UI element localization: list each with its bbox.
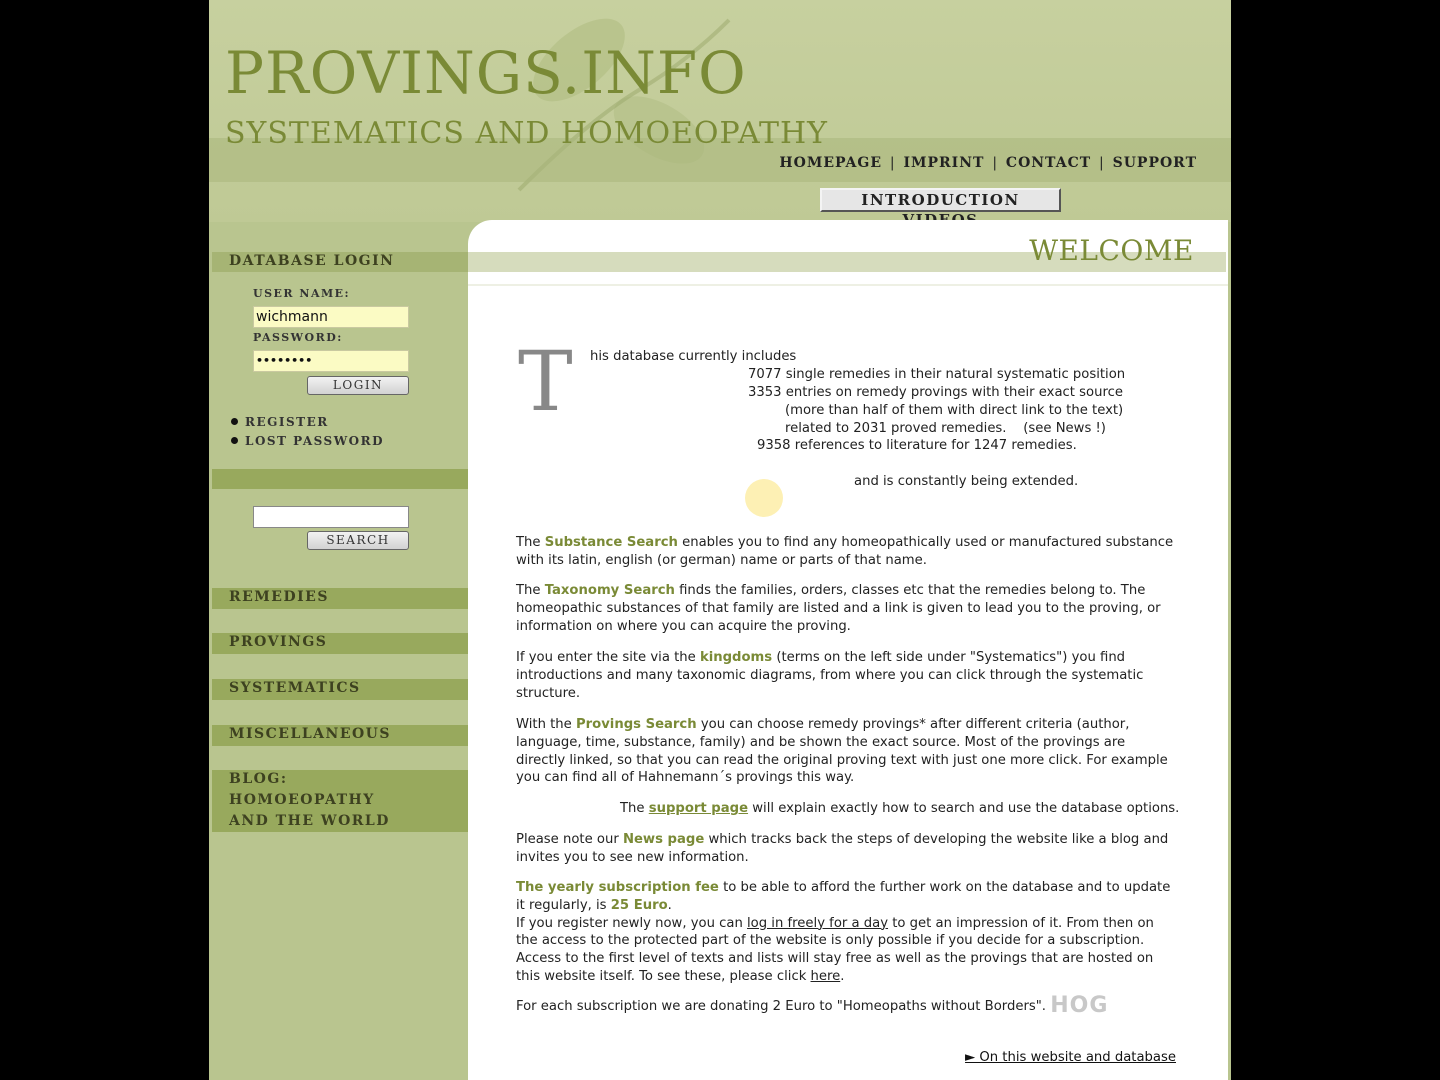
paragraph-donation — [516, 993, 1176, 1018]
text: The — [620, 801, 649, 816]
paragraph-subscription — [516, 879, 1176, 986]
intro-line: and is constantly being extended. — [854, 474, 1079, 489]
intro-line: 3353 entries on remedy provings with their exact source — [748, 385, 1123, 400]
sidebar — [209, 222, 468, 1080]
text: to get an impression of it. From then on the access to the protected part of the website is only possible if you decide for a subscription. Access to the first level of texts and lists will stay free as well as the provings that are hosted on this website itself. To see these, please click — [516, 915, 1154, 984]
menu-miscellaneous[interactable]: MISCELLANEOUS — [229, 726, 392, 742]
substance-search-link[interactable]: Substance Search — [544, 535, 678, 550]
header — [209, 0, 1231, 222]
text: Please note our — [516, 832, 623, 847]
text: finds the families, orders, classes etc that the remedies belong to. The homeopathic substances of that family are listed and a link is given to lead you to the proving, or information on where you can acquire the proving. — [516, 583, 1161, 634]
username-label: USER NAME: — [253, 287, 351, 300]
paragraph-news — [516, 831, 1176, 867]
text: If you enter the site via the — [516, 650, 700, 665]
nav-separator: | — [889, 155, 896, 171]
text: which tracks back the steps of developing the website like a blog and invites you to see new information. — [516, 832, 1169, 865]
paragraph-taxonomy-search — [516, 582, 1176, 635]
blog-line: BLOG: — [229, 771, 288, 787]
support-page-link[interactable]: support page — [648, 801, 749, 816]
sun-icon — [745, 479, 783, 517]
drop-cap: T — [518, 335, 573, 430]
register-label: REGISTER — [245, 415, 329, 429]
blog-line: HOMOEOPATHY — [229, 792, 375, 808]
here-link[interactable]: here — [810, 968, 841, 984]
kingdoms-link[interactable]: kingdoms — [699, 650, 773, 665]
nav-homepage[interactable]: HOMEPAGE — [779, 155, 882, 171]
lost-password-label: LOST PASSWORD — [245, 434, 385, 448]
intro-line: his database currently includes — [590, 349, 797, 364]
on-this-website-link[interactable]: ► On this website and database — [965, 1050, 1176, 1065]
menu-provings[interactable]: PROVINGS — [229, 634, 328, 650]
password-label: PASSWORD: — [253, 331, 343, 344]
blog-line: AND THE WORLD — [229, 813, 390, 829]
page-title: WELCOME — [1029, 234, 1194, 267]
site-logo-title[interactable]: PROVINGS.INFO — [225, 39, 747, 107]
menu-systematics[interactable]: SYSTEMATICS — [229, 680, 361, 696]
sidebar-divider-bar — [212, 469, 468, 489]
paragraph-kingdoms — [516, 649, 1176, 702]
nav-separator: | — [992, 155, 999, 171]
top-navigation — [779, 155, 1197, 171]
text: The — [516, 583, 545, 598]
nav-support[interactable]: SUPPORT — [1112, 155, 1197, 171]
menu-blog[interactable] — [229, 769, 390, 832]
text: With the — [516, 717, 576, 732]
login-button[interactable]: LOGIN — [307, 376, 409, 395]
price: 25 Euro — [610, 897, 668, 913]
lost-password-link[interactable] — [231, 434, 384, 448]
database-login-title: DATABASE LOGIN — [229, 253, 395, 269]
register-link[interactable] — [231, 415, 329, 429]
taxonomy-search-link[interactable]: Taxonomy Search — [544, 583, 675, 598]
news-page-link[interactable]: News page — [622, 832, 705, 847]
text: will explain exactly how to search and use the database options. — [748, 801, 1180, 816]
intro-line: 9358 references to literature for 1247 remedies. — [757, 438, 1077, 453]
intro-line: related to 2031 proved remedies. (see News !) — [785, 421, 1106, 436]
bullet-icon — [231, 418, 238, 425]
search-input[interactable] — [253, 506, 409, 528]
site-logo-subtitle: SYSTEMATICS AND HOMOEOPATHY — [225, 116, 828, 151]
free-login-link[interactable]: log in freely for a day — [747, 915, 889, 931]
main-content — [468, 220, 1228, 1080]
menu-remedies[interactable]: REMEDIES — [229, 589, 329, 605]
text: The — [516, 535, 545, 550]
subscription-fee-link[interactable]: The yearly subscription fee — [516, 880, 719, 895]
intro-line: (more than half of them with direct link to the text) — [785, 403, 1124, 418]
intro-line: 7077 single remedies in their natural systematic position — [748, 367, 1126, 382]
text: (terms on the left side under "Systematics") you find introductions and many taxonomic diagrams, from where you can click through the systematic structure. — [516, 650, 1144, 701]
paragraph-provings-search — [516, 716, 1176, 787]
search-button[interactable]: SEARCH — [307, 531, 409, 550]
hog-logo[interactable]: HOG — [1050, 993, 1109, 1018]
text: enables you to find any homeopathically used or manufactured substance with its latin, english (or german) name or parts of that name. — [516, 535, 1174, 568]
introduction-videos-button[interactable]: INTRODUCTION — [820, 188, 1061, 212]
provings-search-link[interactable]: Provings Search — [575, 717, 697, 732]
nav-contact[interactable]: CONTACT — [1005, 155, 1092, 171]
nav-separator: | — [1099, 155, 1105, 171]
nav-imprint[interactable]: IMPRINT — [903, 155, 985, 171]
text: For each subscription we are donating 2 Euro to "Homeopaths without Borders". — [516, 999, 1046, 1014]
page-frame — [209, 0, 1231, 1080]
paragraph-substance-search — [516, 534, 1176, 570]
welcome-rule — [468, 284, 1228, 286]
password-input[interactable]: •••••••• — [253, 350, 409, 372]
bullet-icon — [231, 437, 238, 444]
username-input[interactable]: wichmann — [253, 306, 409, 328]
paragraph-support — [620, 800, 1220, 818]
text: to be able to afford the further work on the database and to update it regularly, is — [516, 880, 1171, 913]
text: you can choose remedy provings* after different criteria (author, language, time, substance, family) and be shown the exact source. Most of the provings are directly linked, so that you can read the original proving text with just one more click. For example you can find all of Hahnemann´s provings this way. — [516, 717, 1168, 786]
text: . — [667, 897, 672, 913]
text: . — [840, 968, 845, 984]
text: If you register newly now, you can — [516, 915, 748, 931]
